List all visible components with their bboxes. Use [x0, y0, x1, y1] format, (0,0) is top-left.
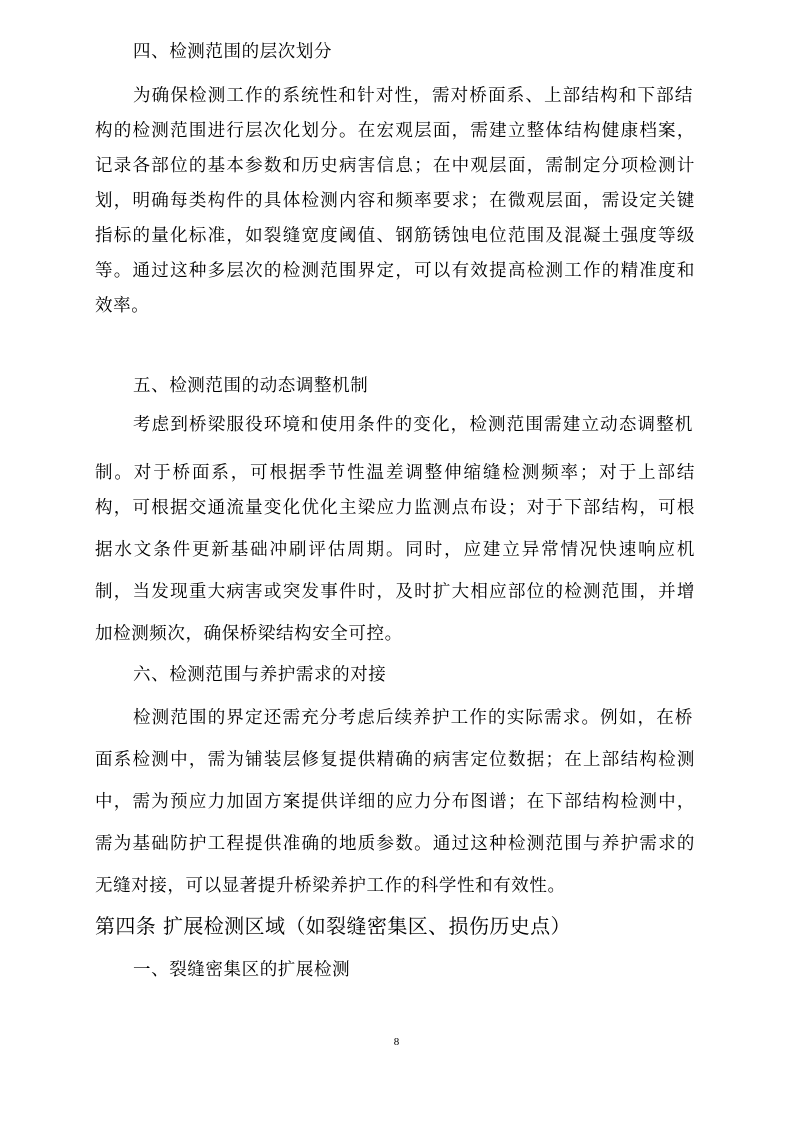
paragraph-line: 需为基础防护工程提供准确的地质参数。通过这种检测范围与养护需求的 — [95, 834, 695, 854]
page-number: 8 — [393, 1036, 400, 1048]
paragraph-line: 等。通过这种多层次的检测范围界定，可以有效提高检测工作的精准度和 — [95, 261, 695, 281]
section-heading: 四、检测范围的层次划分 — [133, 42, 333, 62]
paragraph-line: 中，需为预应力加固方案提供详细的应力分布图谱；在下部结构检测中， — [95, 792, 695, 812]
paragraph-line: 为确保检测工作的系统性和针对性，需对桥面系、上部结构和下部结 — [133, 86, 693, 106]
subsection-heading: 一、裂缝密集区的扩展检测 — [133, 960, 351, 980]
article-title: 第四条 扩展检测区域（如裂缝密集区、损伤历史点） — [95, 914, 571, 938]
paragraph-line: 无缝对接，可以显著提升桥梁养护工作的科学性和有效性。 — [95, 876, 566, 896]
paragraph-line: 划，明确每类构件的具体检测内容和频率要求；在微观层面，需设定关键 — [95, 191, 695, 211]
paragraph-line: 制，当发现重大病害或突发事件时，及时扩大相应部位的检测范围，并增 — [95, 582, 695, 602]
paragraph-line: 据水文条件更新基础冲刷评估周期。同时，应建立异常情况快速响应机 — [95, 540, 695, 560]
paragraph-line: 加检测频次，确保桥梁结构安全可控。 — [95, 624, 403, 644]
paragraph-line: 面系检测中，需为铺装层修复提供精确的病害定位数据；在上部结构检测 — [95, 750, 695, 770]
section-heading: 五、检测范围的动态调整机制 — [133, 376, 369, 396]
paragraph-line: 构的检测范围进行层次化划分。在宏观层面，需建立整体结构健康档案， — [95, 121, 695, 141]
paragraph-line: 效率。 — [95, 296, 150, 316]
section-heading: 六、检测范围与养护需求的对接 — [133, 665, 387, 685]
paragraph-line: 构，可根据交通流量变化优化主梁应力监测点布设；对于下部结构，可根 — [95, 498, 695, 518]
paragraph-line: 记录各部位的基本参数和历史病害信息；在中观层面，需制定分项检测计 — [95, 156, 695, 176]
paragraph-line: 指标的量化标准，如裂缝宽度阈值、钢筋锈蚀电位范围及混凝土强度等级 — [95, 226, 695, 246]
paragraph-line: 考虑到桥梁服役环境和使用条件的变化，检测范围需建立动态调整机 — [133, 415, 693, 435]
paragraph-line: 制。对于桥面系，可根据季节性温差调整伸缩缝检测频率；对于上部结 — [95, 463, 695, 483]
paragraph-line: 检测范围的界定还需充分考虑后续养护工作的实际需求。例如，在桥 — [133, 708, 693, 728]
